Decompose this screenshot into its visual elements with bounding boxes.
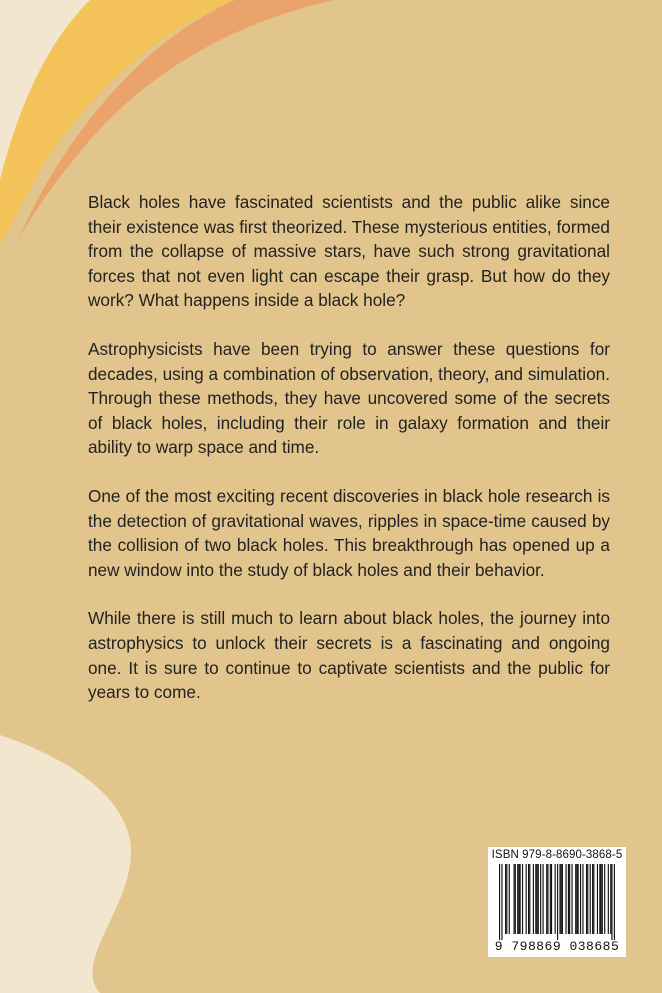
barcode-bar — [538, 864, 539, 934]
barcode-bar — [550, 864, 551, 934]
barcode-bar — [551, 864, 552, 934]
barcode-bar — [514, 864, 515, 934]
barcode-bar — [575, 864, 576, 934]
barcode-bar — [540, 864, 541, 934]
paragraph: Astrophysicists have been trying to answer these questions for decades, using a combination of observation, theory, and simulation. Through these methods, they have uncovered some of the secrets of black holes, including their role in galaxy formation and their ability to warp space and time. — [88, 338, 610, 458]
barcode-bar — [518, 864, 519, 934]
barcode-bar — [572, 864, 573, 934]
paragraph: While there is still much to learn about black holes, the journey into astrophysics to unlock their secrets is a fascinating and ongoing one. It is sure to continue to captivate scientists and the public for years to come. — [88, 608, 610, 703]
barcode-bar — [597, 864, 598, 934]
barcode-bar — [547, 864, 548, 934]
barcode-bar — [506, 864, 507, 934]
barcode-bar — [587, 864, 588, 934]
barcode-bar — [568, 864, 569, 934]
barcode-bar — [536, 864, 537, 934]
barcode-bar — [592, 864, 593, 934]
barcode-bar — [509, 864, 510, 934]
barcode-bar — [528, 864, 529, 934]
cream-wave-shape — [0, 735, 131, 993]
barcode-bar — [555, 864, 556, 934]
barcode-bar — [586, 864, 587, 934]
barcode-bar — [529, 864, 530, 934]
barcode-bar — [517, 864, 518, 934]
paragraph: Black holes have fascinated scientists and the public alike since their existence was first theorized. These mysterious entities, formed from the collapse of massive stars, have such strong gravitational forces that not even light can escape their grasp. But how do they work? What happens inside a black hole? — [88, 192, 610, 311]
barcode-bar — [593, 864, 594, 934]
barcode-bar — [608, 864, 609, 934]
barcode-bar — [578, 864, 579, 934]
barcode-bar — [604, 864, 605, 934]
barcode-bar — [522, 864, 523, 934]
barcode-bar — [533, 864, 534, 934]
barcode-bar — [580, 864, 581, 934]
barcode-bar — [611, 864, 612, 940]
barcode-bar — [565, 864, 566, 934]
barcode-bar — [561, 864, 562, 934]
barcode-bar — [515, 864, 516, 934]
barcode-bar — [501, 864, 502, 940]
barcode-bar — [610, 864, 611, 934]
barcode-bar — [576, 864, 577, 934]
barcode-bar — [546, 864, 547, 934]
barcode-bar — [543, 864, 544, 934]
barcode-bar — [535, 864, 536, 934]
barcode-bar — [505, 864, 506, 934]
isbn-barcode — [488, 847, 626, 957]
barcode-bar — [526, 864, 527, 934]
back-cover-text — [88, 190, 610, 729]
isbn-label: ISBN 979-8-8690-3868-5 — [491, 849, 623, 861]
barcode-bar — [557, 864, 558, 940]
barcode-bar — [582, 864, 583, 934]
barcode-bar — [569, 864, 570, 934]
barcode-bar — [559, 864, 560, 934]
paragraph: One of the most exciting recent discoveries in black hole research is the detection of gravitational waves, ripples in space-time caused by the collision of two black holes. This breakthrough has opened up a new window into the study of black holes and their behavior. — [88, 485, 610, 580]
barcode-bar — [499, 864, 500, 940]
barcode-digits: 9 798869 038685 — [494, 939, 620, 954]
barcode-bar — [614, 864, 615, 940]
barcode-bar — [562, 864, 563, 934]
barcode-bar — [590, 864, 591, 934]
barcode-bar — [601, 864, 602, 934]
barcode-bar — [602, 864, 603, 934]
barcode-bar — [599, 864, 600, 934]
barcode-bar — [520, 864, 521, 934]
barcode-bars — [499, 864, 615, 940]
